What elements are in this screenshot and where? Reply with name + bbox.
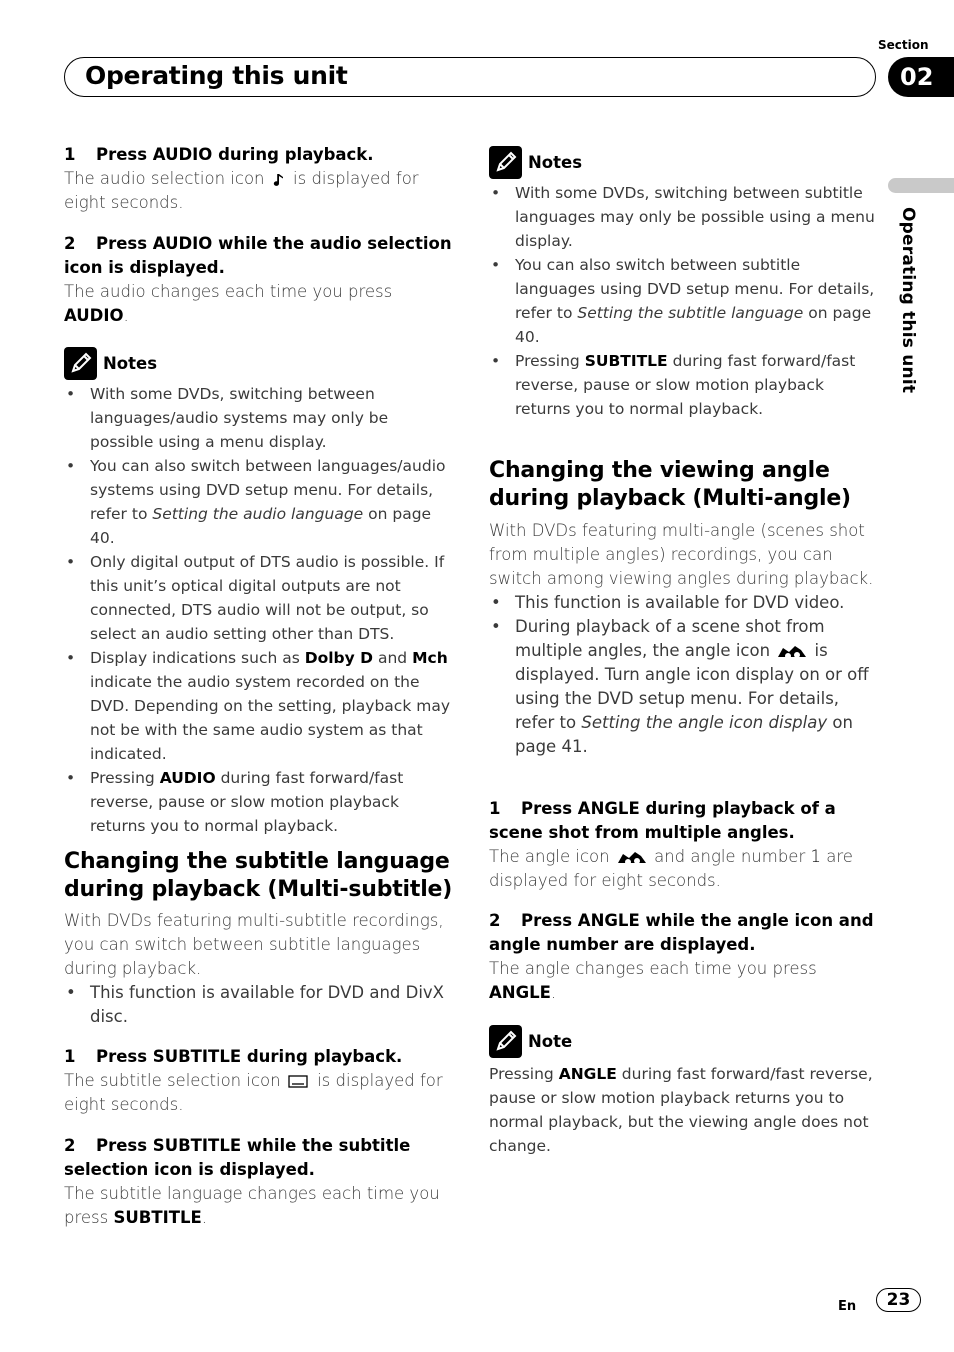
- notes-label: Notes: [103, 353, 158, 373]
- list-item: • Pressing SUBTITLE during fast forward/fast reverse, pause or slow motion playback returns you to normal playback.: [489, 349, 879, 421]
- side-tab-marker: [888, 178, 954, 193]
- list-item: • You can also switch between languages/audio systems using DVD setup menu. For details, refer to Setting the audio language on page 40.: [64, 454, 456, 550]
- notes-list: [64, 382, 456, 838]
- list-item: • You can also switch between subtitle languages using DVD setup menu. For details, refer to Setting the subtitle language on page 40.: [489, 253, 879, 349]
- footer-language: En: [838, 1299, 857, 1314]
- list-item: • Display indications such as Dolby D and Mch indicate the audio system recorded on the DVD. Depending on the setting, playback may not be with the same audio system as that indicated.: [64, 646, 456, 766]
- note-label: Note: [528, 1031, 573, 1051]
- page-title: Operating this unit: [85, 61, 348, 90]
- list-item: • With some DVDs, switching between subtitle languages may only be possible using a menu display.: [489, 181, 879, 253]
- list-item: • During playback of a scene shot from multiple angles, the angle icon is displayed. Turn angle icon display on or off using the DVD setup menu. For details, refer to Setting the angle icon display on page 41.: [489, 615, 879, 759]
- section-label: Section: [878, 38, 929, 52]
- page-number: 23: [876, 1288, 921, 1312]
- notes-pencil-icon: [489, 146, 522, 179]
- list-item: • Pressing AUDIO during fast forward/fast reverse, pause or slow motion playback returns you to normal playback.: [64, 766, 456, 838]
- angle-heading: Changing the viewing angle during playback (Multi-angle): [489, 458, 851, 511]
- side-tab-label: Operating this unit: [898, 207, 918, 394]
- angle-number: 1: [810, 847, 821, 866]
- note-text: Pressing ANGLE during fast forward/fast reverse, pause or slow motion playback returns you to normal playback, but the viewing angle does not change.: [489, 1065, 873, 1155]
- subtitle-icon: [286, 1074, 312, 1090]
- audio-note-icon: [270, 171, 288, 189]
- angle-icon: [615, 849, 649, 867]
- notes-list: [489, 181, 879, 421]
- angle-bullets: [489, 591, 879, 759]
- subtitle-intro: With DVDs featuring multi-subtitle recordings, you can switch between subtitle languages during playback. • This function is available for DVD and DivX disc.: [64, 909, 456, 1029]
- list-item: • With some DVDs, switching between languages/audio systems may only be possible using a menu display.: [64, 382, 456, 454]
- header-bar: [64, 57, 876, 97]
- subtitle-bullets: [64, 981, 456, 1029]
- angle-note: [489, 1024, 879, 1158]
- list-item: • This function is available for DVD video.: [489, 591, 879, 615]
- audio-step-1: 1 Press AUDIO during playback. The audio selection icon is displayed for eight seconds.: [64, 145, 419, 212]
- audio-step-2: 2 Press AUDIO while the audio selection icon is displayed. The audio changes each time you press AUDIO.: [64, 234, 452, 325]
- notes-pencil-icon: [489, 1025, 522, 1058]
- angle-intro: With DVDs featuring multi-angle (scenes shot from multiple angles) recordings, you can switch among viewing angles during playback. • This function is available for DVD video. • During playback of a scene shot from multiple angles, the angle icon is displayed. Turn angle icon display on or off using the DVD setup menu. For details, refer to Setting the angle icon display on page 41.: [489, 519, 879, 759]
- list-item: • Only digital output of DTS audio is possible. If this unit’s optical digital outputs are not connected, DTS audio will not be output, so select an audio setting other than DTS.: [64, 550, 456, 646]
- subtitle-step-1: 1 Press SUBTITLE during playback. The subtitle selection icon is displayed for eight seconds.: [64, 1047, 443, 1114]
- subtitle-notes: [489, 145, 879, 421]
- angle-icon: [775, 643, 809, 661]
- audio-notes: [64, 346, 456, 838]
- section-number: 02: [888, 57, 954, 97]
- subtitle-heading: Changing the subtitle language during playback (Multi-subtitle): [64, 849, 453, 902]
- subtitle-step-2: 2 Press SUBTITLE while the subtitle selection icon is displayed. The subtitle language changes each time you press SUBTITLE.: [64, 1136, 440, 1227]
- notes-label: Notes: [528, 152, 583, 172]
- angle-step-2: 2 Press ANGLE while the angle icon and angle number are displayed. The angle changes each time you press ANGLE.: [489, 911, 874, 1002]
- notes-pencil-icon: [64, 347, 97, 380]
- angle-step-1: 1 Press ANGLE during playback of a scene shot from multiple angles. The angle icon and angle number 1 are displayed for eight seconds.: [489, 799, 853, 890]
- list-item: • This function is available for DVD and DivX disc.: [64, 981, 456, 1029]
